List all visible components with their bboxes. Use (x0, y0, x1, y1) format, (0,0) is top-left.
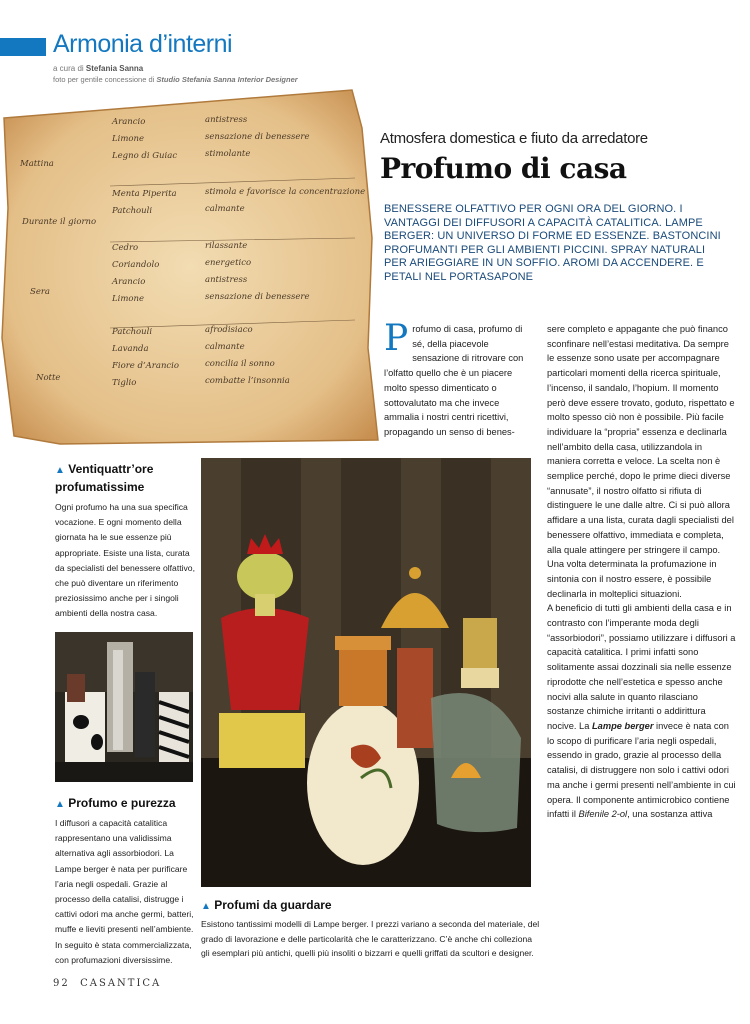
scent-name: Patchouli (112, 327, 153, 337)
scent-name: Patchouli (112, 206, 153, 216)
scent-effect: antistress (205, 115, 248, 125)
sidebar-heading-purity: ▲ Profumo e purezza (55, 796, 176, 810)
scent-effect: sensazione di benessere (205, 132, 310, 142)
vases-photo (55, 632, 193, 782)
sidebar-body-looks: Esistono tantissimi modelli di Lampe berger. I prezzi variano a seconda del materiale, del grado di lavorazione e delle particolarità che le caratterizzano. C’è anche chi colleziona gli esemplari più antichi, quelli più insoliti o bizzarri e quelli griffati da scultori e designer. (201, 919, 540, 958)
scent-effect: rilassante (205, 241, 248, 251)
scent-name: Limone (112, 294, 145, 304)
triangle-up-icon: ▲ (201, 901, 211, 912)
triangle-up-icon: ▲ (55, 465, 65, 476)
scent-name: Menta Piperita (112, 189, 177, 199)
time-of-day-label: Durante il giorno (22, 217, 97, 227)
scent-name: Arancio (112, 277, 146, 287)
article-kicker: Atmosfera domestica e fiuto da arredatore (380, 130, 648, 147)
scent-name: Arancio (112, 117, 146, 127)
scent-name: Lavanda (112, 344, 149, 354)
sidebar-body-purity: I diffusori a capacità catalitica rappresentano una validissima alternativa agli assorbiodori. La Lampe berger è nata per purificare l’aria negli ospedali. Grazie al processo della catalisi, distrugge i cattivi odori ma anche germi, batteri, muffe e lieviti presenti nell’ambiente. In seguito è stata commercializzata, con profumazioni diversissime. (55, 818, 194, 965)
scent-effect: calmante (205, 204, 245, 214)
scent-effect: calmante (205, 342, 245, 352)
scent-effect: energetico (205, 258, 252, 268)
scent-schedule-parchment (0, 88, 380, 448)
scent-name: Fiore d’Arancio (112, 361, 180, 371)
time-of-day-label: Sera (30, 287, 50, 297)
drop-cap: P (384, 318, 409, 359)
scent-name: Tiglio (112, 378, 137, 388)
article-lead: BENESSERE OLFATTIVO PER OGNI ORA DEL GIORNO. I VANTAGGI DEI DIFFUSORI A CAPACITÀ CATALITICA. LAMPE BERGER: UN UNIVERSO DI FORME ED ESSENZE. BASTONCINI PROFUMANTI PER GLI AMBIENTI PICCINI. SPRAY NATURALI PER ARIEGGIARE IN UN SOFFIO. AROMI DA ACCENDERE. E PETALI NEL PORTASAPONE (384, 203, 721, 283)
parchment-sheet (2, 90, 378, 444)
article-title: Profumo di casa (380, 152, 627, 185)
article-column-1: Profumo di casa, profumo di sé, della piacevole sensazione di ritrovare con l’olfatto quello che è un piacere molto spesso dimenticato o sottovalutato ma che invece ammalia i nostri centri ricettivi, propagando un senso di benes- (384, 318, 524, 437)
section-accent-bar (0, 38, 46, 56)
scent-name: Coriandolo (112, 260, 160, 270)
scent-name: Limone (112, 134, 145, 144)
scent-effect: combatte l’insonnia (205, 376, 290, 386)
sidebar-heading-looks: ▲ Profumi da guardare (201, 898, 332, 912)
scent-name: Cedro (112, 243, 139, 253)
scent-effect: sensazione di benessere (205, 292, 310, 302)
triangle-up-icon: ▲ (55, 799, 65, 810)
scent-name: Legno di Guiac (112, 151, 178, 161)
page-folio (53, 978, 161, 989)
sidebar-heading-24h: ▲ Ventiquattr’ore profumatissime (55, 462, 154, 494)
lampe-berger-photo (201, 458, 531, 887)
scent-effect: concilia il sonno (205, 359, 275, 369)
brand-name: Lampe berger (591, 720, 654, 731)
author-credit: a cura di Stefania Sanna (53, 64, 144, 73)
time-of-day-label: Notte (36, 373, 61, 383)
photo-credit: foto per gentile concessione di Studio Stefania Sanna Interior Designer (53, 75, 298, 84)
magazine-name: CASANTICA (80, 978, 162, 989)
article-column-2: sere completo e appagante che può financo sconfinare nell’estasi meditativa. Da sempre le essenze sono usate per accompagnare particolari momenti della ricerca spirituale, l’incenso, il sandalo, l’hopium. Il momento però deve essere trovato, goduto, rispettato e molto spesso ciò non è possibile. Più facile individuare la “propria” essenza e declinarla nell’ambito della casa, utilizzandola in maniera corretta e veloce. La scelta non è semplice perché, dopo le prime dieci diverse “annusate”, il nostro olfatto si rifiuta di distinguere le une dalle altre. Ci si può allora affidare a una lista, curata dagli specialisti del benessere olfattivo, immediata e completa, alla quale attingere per stringere il campo. Una volta determinata la profumazione in sintonia con il nostro essere, è possibile declinarla in molteplici situazioni. A beneficio di tutti gli ambienti della casa e in contrasto con l’imperante moda degli “assorbiodori”, possiamo utilizzare i diffusori a capacità catalitica. I primi infatti sono solitamente assai dozzinali sia nelle essenze riprodotte che nell’estetica e spesso anche nocivi alla salute in quanto rilasciano sostanze chimiche irritanti o addirittura nocive. La Lampe berger invece è nata con lo scopo di purificare l’aria negli ospedali, essendo in grado, grazie al processo della catalisi, di distruggere non solo i cattivi odori ma anche i germi presenti nell’ambiente in cui opera. Il componente antimicrobico contiene infatti il Bifenile 2-ol, una sostanza attiva (547, 324, 736, 820)
scent-effect: afrodisiaco (205, 325, 253, 335)
scent-effect: stimola e favorisce la concentrazione (205, 187, 366, 197)
sidebar-body-24h: Ogni profumo ha una sua specifica vocazione. E ogni momento della giornata ha le sue essenze più appropriate. Esiste una lista, curata da specialisti del benessere olfattivo, che può diventare un riferimento preziosissimo anche per i singoli ambienti della nostra casa. (55, 502, 195, 619)
page-number: 92 (53, 978, 70, 989)
time-of-day-label: Mattina (20, 159, 54, 169)
scent-effect: stimolante (205, 149, 251, 159)
scent-effect: antistress (205, 275, 248, 285)
section-title: Armonia d’interni (53, 30, 233, 58)
